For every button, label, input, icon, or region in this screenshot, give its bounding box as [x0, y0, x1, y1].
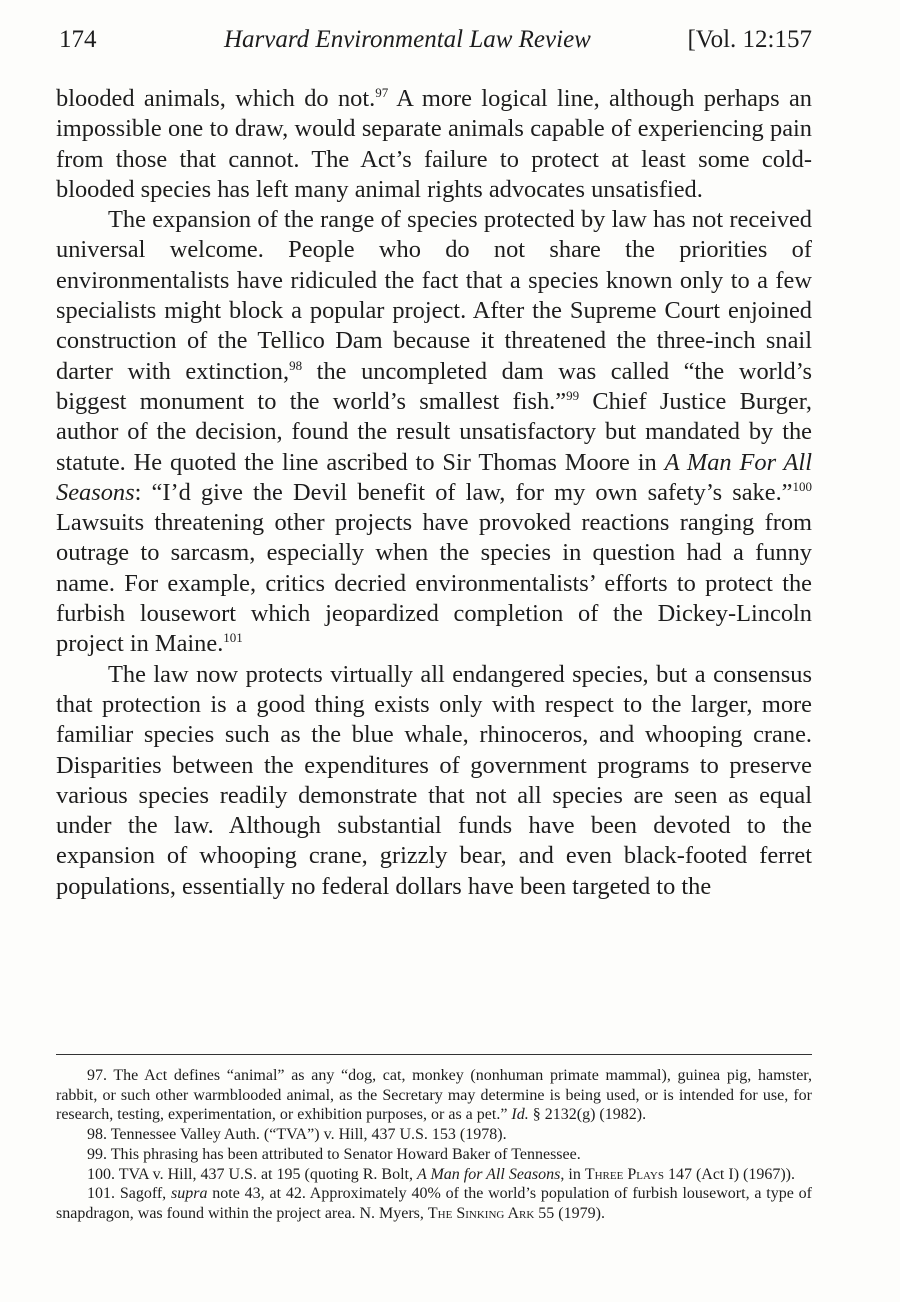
paragraph-2: The expansion of the range of species protected by law has not received universal welcome. People who do not share the priorities of environmentalists have ridiculed the fact that a species known only to a few specialists might block a popular project. After the Supreme Court enjoined construction of the Tellico Dam because it threatened the three-inch snail darter with extinction,$^{98}$ the uncompleted dam was called “the world’s biggest monument to the world’s smallest fish.”$^{99}$ Chief Justice Burger, author of the decision, found the result unsatisfactory but mandated by the statute. He quoted the line ascribed to Sir Thomas Moore in A Man For All Seasons: “I’d give the Devil benefit of law, for my own safety’s sake.”$^{100}$ Lawsuits threatening other projects have provoked reactions ranging from outrage to sarcasm, especially when the species in question had a funny name. For example, critics decried environmentalists’ efforts to protect the furbish lousewort which jeopardized completion of the Dickey-Lincoln project in Maine.$^{101}$	[56, 206, 813, 658]
paragraph-1: blooded animals, which do not.$^{97}$ A more logical line, although perhaps an impossible one to draw, would separate animals capable of experiencing pain from those that cannot. The Act’s failure to protect at least some cold-blooded species has left many animal rights advocates unsatisfied.	[56, 85, 812, 203]
journal-title: Harvard Environmental Law Review	[224, 26, 591, 53]
footnote-100: 100. TVA v. Hill, 437 U.S. at 195 (quoting R. Bolt, A Man for All Seasons, in Three Plays 147 (Act I) (1967)).	[87, 1165, 796, 1183]
page-number: 174	[59, 26, 97, 53]
footnote-ref-101: 101	[223, 630, 243, 646]
footnote-ref-99: 99	[566, 387, 580, 403]
paragraph-3: The law now protects virtually all endangered species, but a consensus that protection is a good thing exists only with respect to the larger, more familiar species such as the blue whale, rhinoceros, and whooping crane. Disparities between the expenditures of government programs to preserve various species readily demonstrate that not all species are seen as equal under the law. Although substantial funds have been devoted to the expansion of whooping crane, grizzly bear, and even black-footed ferret populations, essentially no federal dollars have been targeted to the	[56, 660, 812, 900]
footnote-97: 97. The Act defines “animal” as any “dog, cat, monkey (nonhuman primate mammal), guinea pig, hamster, rabbit, or such other warmblooded animal, as the Secretary may determine is being used, or is intended for use, for research, testing, experimentation, or exhibition purposes, or as a pet.” Id. § 2132(g) (1982).	[56, 1067, 812, 1124]
footnote-98: 98. Tennessee Valley Auth. (“TVA”) v. Hill, 437 U.S. 153 (1978).	[87, 1126, 507, 1144]
running-header	[59, 26, 812, 60]
footnote-ref-98: 98	[289, 357, 303, 373]
footnote-101: 101. Sagoff, supra note 43, at 42. Approximately 40% of the world’s population of furbish lousewort, a type of snapdragon, was found within the project area. N. Myers, The Sinking Ark 55 (1979).	[56, 1185, 813, 1222]
footnote-ref-100: 100	[792, 478, 812, 494]
body-text	[56, 84, 812, 902]
volume-citation: [Vol. 12:157	[687, 26, 812, 53]
footnote-ref-97: 97	[375, 85, 389, 100]
book-title: A Man For All Seasons	[56, 448, 812, 506]
footnote-99: 99. This phrasing has been attributed to Senator Howard Baker of Tennessee.	[87, 1145, 581, 1163]
footnotes	[56, 1066, 812, 1224]
footnote-divider	[56, 1054, 812, 1055]
